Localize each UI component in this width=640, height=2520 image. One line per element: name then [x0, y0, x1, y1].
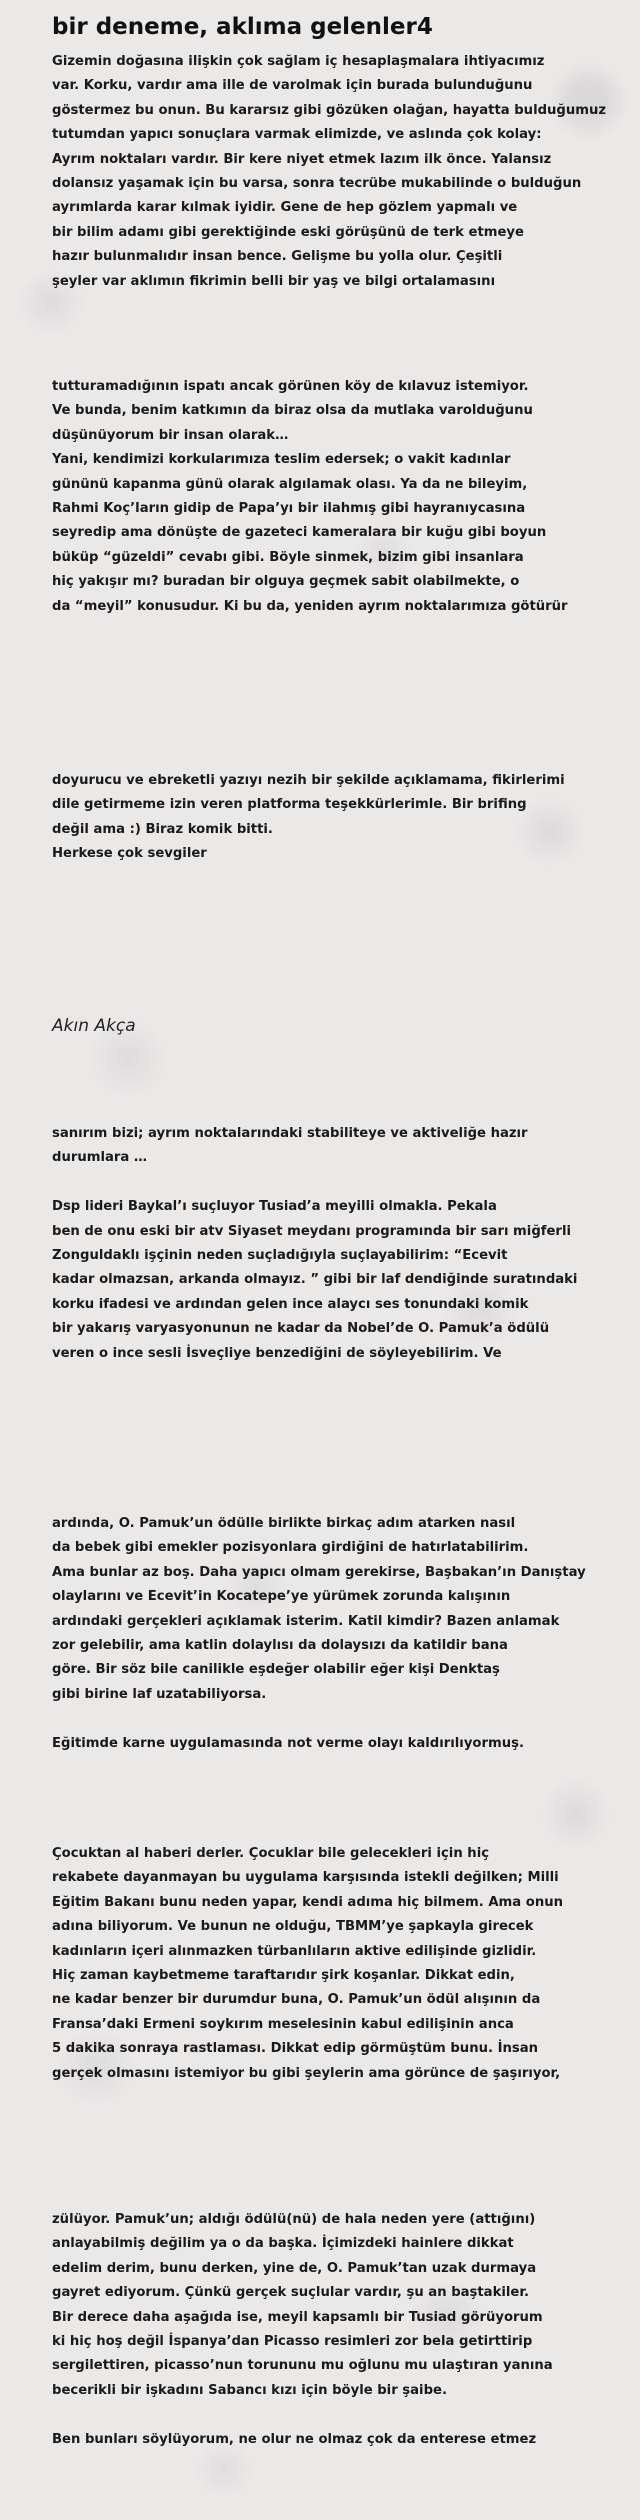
text-line: Ben bunları söylüyorum, ne olur ne olmaz çok da enterese etmez [52, 2431, 537, 2447]
text-line: Ayrım noktaları vardır. Bir kere niyet etmek lazım ilk önce. Yalansız [52, 151, 552, 167]
text-line: tutturamadığının ispatı ancak görünen köy de kılavuz istemiyor. [52, 379, 529, 394]
text-line: Eğitimde karne uygulamasında not verme olayı kaldırılıyormuş. [52, 1735, 524, 1751]
text-line: gibi birine laf uzatabiliyorsa. [52, 1686, 267, 1702]
text-line [52, 1707, 632, 1731]
text-line: anlayabilmiş değilim ya o da başka. İçimizdeki hainlere dikkat [52, 2236, 514, 2252]
text-line: bir yakarış varyasyonunun ne kadar da Nobel’de O. Pamuk’a ödülü [52, 1321, 550, 1337]
text-line: Zonguldaklı işçinin neden suçladığıyla suçlayabilirim: “Ecevit [52, 1247, 508, 1263]
text-block-6 [52, 1842, 632, 2086]
text-line [52, 2403, 632, 2427]
text-line: durumlara … [52, 1150, 148, 1166]
text-line: Ve bunda, benim katkımın da biraz olsa da mutlaka varolduğunu [52, 403, 533, 419]
text-line: hazır bulunmalıdır insan bence. Gelişme bu yolla olur. Çeşitli [52, 249, 503, 265]
text-line: büküp “güzeldi” cevabı gibi. Böyle sinmek, bizim gibi insanlara [52, 549, 524, 565]
text-line: edelim derim, bunu derken, yine de, O. Pamuk’tan uzak durmaya [52, 2260, 537, 2276]
text-line: göstermez bu onun. Bu kararsız gibi gözüken olağan, hayatta bulduğumuz [52, 102, 607, 118]
text-line: göre. Bir söz bile canilikle eşdeğer olabilir eğer kişi Denktaş [52, 1662, 500, 1678]
text-line: Fransa’daki Ermeni soykırım meselesinin kabul edilişinin anca [52, 2016, 514, 2032]
text-line: ardındaki gerçekleri açıklamak isterim. Katil kimdir? Bazen anlamak [52, 1613, 560, 1629]
text-line: ki hiç hoş değil İspanya’dan Picasso resimleri zor bela getirttirip [52, 2333, 533, 2349]
text-line: 5 dakika sonraya rastlaması. Dikkat edip görmüştüm bunu. İnsan [52, 2041, 539, 2057]
text-line: dolansız yaşamak için bu varsa, sonra tecrübe mukabilinde o bulduğun [52, 175, 582, 191]
text-line: zülüyor. Pamuk’un; aldığı ödülü(nü) de hala neden yere (attığını) [52, 2212, 536, 2227]
author-signature: Akın Akça [52, 1016, 136, 1036]
text-block-7 [52, 2208, 632, 2452]
text-line: becerikli bir işkadını Sabancı kızı için böyle bir şaibe. [52, 2382, 447, 2398]
text-line: Yani, kendimizi korkularımıza teslim edersek; o vakit kadınlar [52, 452, 511, 468]
text-line: sergilettiren, picasso’nun torununu mu oğlunu mu ulaştıran yanına [52, 2358, 553, 2374]
text-line: gününü kapanma günü olarak algılamak olası. Ya da ne bileyim, [52, 476, 528, 492]
text-line: Gizemin doğasına ilişkin çok sağlam iç hesaplaşmalara ihtiyacımız [52, 54, 545, 69]
text-line: ne kadar benzer bir durumdur buna, O. Pamuk’un ödül alışının da [52, 1992, 541, 2008]
text-line: dile getirmeme izin veren platforma teşekkürlerimle. Bir brifing [52, 797, 527, 813]
text-line: tutumdan yapıcı sonuçlara varmak elimizde, ve aslında çok kolay: [52, 127, 542, 143]
text-block-1 [52, 50, 632, 294]
text-block-2 [52, 375, 632, 619]
text-line: rekabete dayanmayan bu uygulama karşısında istekli değilken; Milli [52, 1870, 559, 1886]
text-line: korku ifadesi ve ardından gelen ince alaycı ses tonundaki komik [52, 1296, 529, 1312]
text-line: hiç yakışır mı? buradan bir olguya geçmek sabit olabilmekte, o [52, 574, 520, 590]
text-line: olaylarını ve Ecevit’in Kocatepe’ye yürümek zorunda kalışının [52, 1589, 511, 1605]
text-line: da bebek gibi emekler pozisyonlara girdiğini de hatırlatabilirim. [52, 1540, 529, 1556]
text-line: şeyler var aklımın fikrimin belli bir yaş ve bilgi ortalamasını [52, 273, 496, 289]
text-line: Herkese çok sevgiler [52, 846, 207, 862]
text-line [52, 1171, 632, 1195]
text-line: ben de onu eski bir atv Siyaset meydanı programında bir sarı miğferli [52, 1223, 571, 1239]
text-block-3 [52, 769, 632, 867]
text-line: ayrımlarda karar kılmak iyidir. Gene de hep gözlem yapmalı ve [52, 200, 518, 216]
text-line: gayret ediyorum. Çünkü gerçek suçlular vardır, şu an baştakiler. [52, 2285, 529, 2301]
text-line: adına biliyorum. Ve bunun ne olduğu, TBMM’ye şapkayla girecek [52, 1919, 534, 1935]
text-line: düşünüyorum bir insan olarak… [52, 427, 289, 443]
text-line: zor gelebilir, ama katlin dolaylısı da dolaysızı da katildir bana [52, 1637, 508, 1653]
text-line: Ama bunlar az boş. Daha yapıcı olmam gerekirse, Başbakan’ın Danıştay [52, 1564, 586, 1580]
text-line: Çocuktan al haberi derler. Çocuklar bile gelecekleri için hiç [52, 1846, 490, 1861]
text-line: bir bilim adamı gibi gerektiğinde eski görüşünü de terk etmeye [52, 224, 524, 240]
text-line: gerçek olmasını istemiyor bu gibi şeylerin ama görünce de şaşırıyor, [52, 2065, 561, 2081]
post-title: bir deneme, aklıma gelenler4 [52, 14, 433, 40]
text-line: doyurucu ve ebreketli yazıyı nezih bir şekilde açıklamama, fikirlerimi [52, 773, 565, 788]
text-line: seyredip ama dönüşte de gazeteci kameralara bir kuğu gibi boyun [52, 525, 547, 541]
text-line: kadar olmazsan, arkanda olmayız. ” gibi bir laf dendiğinde suratındaki [52, 1272, 578, 1288]
text-line: Dsp lideri Baykal’ı suçluyor Tusiad’a meyilli olmakla. Pekala [52, 1199, 497, 1215]
text-block-4 [52, 1122, 632, 1366]
text-line: ardında, O. Pamuk’un ödülle birlikte birkaç adım atarken nasıl [52, 1516, 516, 1531]
text-line: Bir derece daha aşağıda ise, meyil kapsamlı bir Tusiad görüyorum [52, 2309, 543, 2325]
text-line: da “meyil” konusudur. Ki bu da, yeniden ayrım noktalarımıza götürür [52, 598, 568, 614]
text-line: veren o ince sesli İsveçliye benzediğini de söyleyebilirim. Ve [52, 1345, 502, 1361]
text-block-5 [52, 1512, 632, 1756]
text-line: var. Korku, vardır ama ille de varolmak için burada bulunduğunu [52, 78, 533, 94]
text-line: Rahmi Koç’ların gidip de Papa’yı bir ilahmış gibi hayranıycasına [52, 500, 526, 516]
text-line: Hiç zaman kaybetmeme taraftarıdır şirk koşanlar. Dikkat edin, [52, 1967, 515, 1983]
text-line: değil ama :) Biraz komik bitti. [52, 821, 273, 837]
text-line: sanırım bizi; ayrım noktalarındaki stabiliteye ve aktiveliğe hazır [52, 1126, 528, 1141]
text-line: kadınların içeri alınmazken türbanlıların aktive edilişinde gizlidir. [52, 1943, 537, 1959]
text-line: Eğitim Bakanı bunu neden yapar, kendi adıma hiç bilmem. Ama onun [52, 1894, 564, 1910]
